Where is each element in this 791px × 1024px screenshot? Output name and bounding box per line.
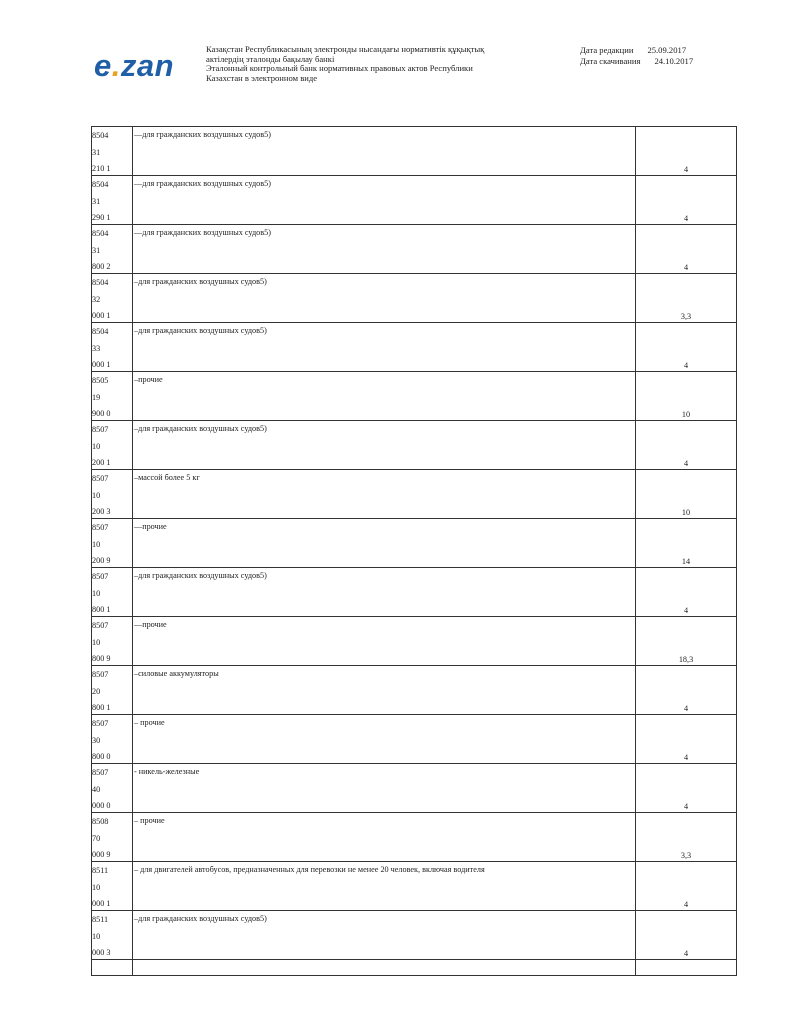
code-part: 200 9 <box>92 556 111 565</box>
description-cell: –для гражданских воздушных судов5) <box>133 421 636 470</box>
description-cell: –для гражданских воздушных судов5) <box>133 274 636 323</box>
code-part: 000 3 <box>92 948 111 957</box>
code-part: 8507 <box>92 768 109 777</box>
code-part: 19 <box>92 393 101 402</box>
code-part: 32 <box>92 295 101 304</box>
code-part: 8511 <box>92 915 109 924</box>
code-part: 8504 <box>92 180 109 189</box>
description-cell: —для гражданских воздушных судов5) <box>133 225 636 274</box>
description-cell: —прочие <box>133 617 636 666</box>
code-part: 000 1 <box>92 899 111 908</box>
code-part: 10 <box>92 589 101 598</box>
code-cell <box>92 911 133 960</box>
description-cell: —для гражданских воздушных судов5) <box>133 176 636 225</box>
code-part: 10 <box>92 638 101 647</box>
description-cell: —прочие <box>133 519 636 568</box>
description-cell: –для гражданских воздушных судов5) <box>133 911 636 960</box>
rate-cell: 4 <box>636 176 737 225</box>
code-part: 8508 <box>92 817 109 826</box>
rate-cell: 4 <box>636 421 737 470</box>
code-part: 200 1 <box>92 458 111 467</box>
rate-cell: 10 <box>636 470 737 519</box>
code-part: 8505 <box>92 376 109 385</box>
rate-cell: 14 <box>636 519 737 568</box>
code-part: 20 <box>92 687 101 696</box>
tariff-table <box>91 126 737 976</box>
description-cell: –для гражданских воздушных судов5) <box>133 323 636 372</box>
code-cell <box>92 372 133 421</box>
code-part: 800 1 <box>92 703 111 712</box>
code-cell <box>92 127 133 176</box>
code-part: 000 0 <box>92 801 111 810</box>
code-cell <box>92 764 133 813</box>
code-part: 10 <box>92 883 101 892</box>
logo-dot: . <box>111 48 121 83</box>
description-cell: – прочие <box>133 813 636 862</box>
code-part: 8507 <box>92 425 109 434</box>
edit-date-label: Дата редакции <box>580 45 634 55</box>
ezan-logo <box>94 50 174 81</box>
code-part: 800 9 <box>92 654 111 663</box>
code-part: 40 <box>92 785 101 794</box>
code-part: 31 <box>92 148 101 157</box>
code-part: 290 1 <box>92 213 111 222</box>
table-row <box>92 911 737 960</box>
table-row <box>92 764 737 813</box>
code-part: 8507 <box>92 572 109 581</box>
description-cell: - никель-железные <box>133 764 636 813</box>
empty-cell <box>92 960 133 976</box>
code-cell <box>92 568 133 617</box>
table-row <box>92 519 737 568</box>
rate-cell: 4 <box>636 764 737 813</box>
description-cell: –массой более 5 кг <box>133 470 636 519</box>
download-date-row <box>580 56 780 67</box>
code-part: 30 <box>92 736 101 745</box>
code-part: 70 <box>92 834 101 843</box>
code-cell <box>92 715 133 764</box>
table-row <box>92 225 737 274</box>
code-part: 900 0 <box>92 409 111 418</box>
code-cell <box>92 862 133 911</box>
rate-cell: 4 <box>636 225 737 274</box>
code-cell <box>92 274 133 323</box>
code-part: 000 9 <box>92 850 111 859</box>
code-part: 31 <box>92 197 101 206</box>
code-cell <box>92 519 133 568</box>
edit-date-row <box>580 45 780 56</box>
table-row-empty <box>92 960 737 976</box>
code-part: 33 <box>92 344 101 353</box>
code-part: 10 <box>92 491 101 500</box>
rate-cell: 3,3 <box>636 274 737 323</box>
table-row <box>92 862 737 911</box>
code-part: 200 3 <box>92 507 111 516</box>
table-row <box>92 323 737 372</box>
code-part: 800 0 <box>92 752 111 761</box>
header-line: актілердің эталонды бақылау банкі <box>206 53 335 64</box>
rate-cell: 4 <box>636 715 737 764</box>
table-row <box>92 176 737 225</box>
code-cell <box>92 176 133 225</box>
download-date-value: 24.10.2017 <box>654 56 694 66</box>
code-part: 210 1 <box>92 164 111 173</box>
rate-cell: 10 <box>636 372 737 421</box>
table-row <box>92 666 737 715</box>
code-cell <box>92 617 133 666</box>
table-row <box>92 274 737 323</box>
table-row <box>92 715 737 764</box>
rate-cell: 18,3 <box>636 617 737 666</box>
description-cell: –силовые аккумуляторы <box>133 666 636 715</box>
code-part: 000 1 <box>92 360 111 369</box>
code-part: 800 1 <box>92 605 111 614</box>
code-part: 8504 <box>92 327 109 336</box>
table-row <box>92 372 737 421</box>
edit-date-value: 25.09.2017 <box>647 45 687 55</box>
table-row <box>92 813 737 862</box>
table-row <box>92 568 737 617</box>
code-cell <box>92 666 133 715</box>
tariff-table-body <box>92 127 737 976</box>
code-part: 8507 <box>92 670 109 679</box>
table-row <box>92 470 737 519</box>
code-cell <box>92 323 133 372</box>
header-line: Эталонный контрольный банк нормативных правовых актов Республики <box>206 63 473 74</box>
code-cell <box>92 813 133 862</box>
code-part: 8507 <box>92 719 109 728</box>
code-part: 000 1 <box>92 311 111 320</box>
code-part: 8507 <box>92 523 109 532</box>
table-row <box>92 617 737 666</box>
code-part: 8504 <box>92 131 109 140</box>
empty-cell <box>636 960 737 976</box>
description-cell: – прочие <box>133 715 636 764</box>
code-part: 8504 <box>92 278 109 287</box>
rate-cell: 4 <box>636 862 737 911</box>
description-cell: –прочие <box>133 372 636 421</box>
code-part: 8507 <box>92 621 109 630</box>
rate-cell: 4 <box>636 568 737 617</box>
header-description <box>206 45 566 83</box>
code-part: 10 <box>92 932 101 941</box>
description-cell: – для двигателей автобусов, предназначенных для перевозки не менее 20 человек, включая водителя <box>133 862 636 911</box>
code-part: 8507 <box>92 474 109 483</box>
header-line: Казахстан в электронном виде <box>206 72 318 83</box>
code-part: 10 <box>92 442 101 451</box>
rate-cell: 4 <box>636 666 737 715</box>
rate-cell: 3,3 <box>636 813 737 862</box>
code-part: 800 2 <box>92 262 111 271</box>
code-cell <box>92 470 133 519</box>
rate-cell: 4 <box>636 323 737 372</box>
rate-cell: 4 <box>636 911 737 960</box>
code-part: 31 <box>92 246 101 255</box>
table-row <box>92 421 737 470</box>
header-line: Казақстан Республикасының электронды нысандағы нормативтік құқықтық <box>206 44 485 54</box>
description-cell: —для гражданских воздушных судов5) <box>133 127 636 176</box>
description-cell: –для гражданских воздушных судов5) <box>133 568 636 617</box>
logo-word: zan <box>120 48 175 83</box>
table-row <box>92 127 737 176</box>
code-cell <box>92 225 133 274</box>
download-date-label: Дата скачивания <box>580 56 641 66</box>
empty-cell <box>133 960 636 976</box>
rate-cell: 4 <box>636 127 737 176</box>
code-cell <box>92 421 133 470</box>
code-part: 8511 <box>92 866 109 875</box>
header-dates <box>580 45 780 67</box>
code-part: 10 <box>92 540 101 549</box>
code-part: 8504 <box>92 229 109 238</box>
logo-letter: e <box>94 48 112 83</box>
